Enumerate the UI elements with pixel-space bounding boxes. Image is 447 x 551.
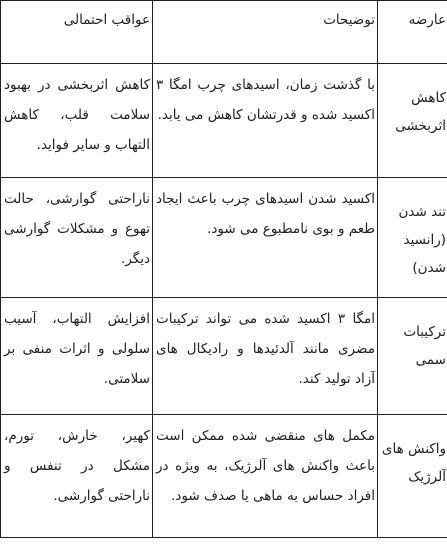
table-row <box>1 178 447 298</box>
consequence-cell: افزایش التهاب، آسیب سلولی و اثرات منفی بر سلامتی. <box>1 298 153 415</box>
consequence-cell: کاهش اثربخشی در بهبود سلامت قلب، کاهش التهاب و سایر فواید. <box>1 64 153 178</box>
table-header-row <box>1 1 447 64</box>
description-cell: امگا ۳ اکسید شده می تواند ترکیبات مضری مانند آلدئیدها و رادیکال های آزاد تولید کند. <box>153 298 378 415</box>
issue-cell: ترکیبات سمی <box>378 298 447 415</box>
consequence-cell: ناراحتی گوارشی، حالت تهوع و مشکلات گوارشی دیگر. <box>1 178 153 298</box>
consequence-cell: کهیر، خارش، تورم، مشکل در تنفس و ناراحتی گوارشی. <box>1 415 153 538</box>
description-cell: مکمل های منقضی شده ممکن است باعث واکنش های آلرژیک، به ویژه در افراد حساس به ماهی یا صدف شود. <box>153 415 378 538</box>
issue-cell: واکنش های آلرژیک <box>378 415 447 538</box>
header-consequence: عواقب احتمالی <box>1 1 153 64</box>
description-cell: اکسید شدن اسیدهای چرب باعث ایجاد طعم و بوی نامطبوع می شود. <box>153 178 378 298</box>
issue-cell: تند شدن (رانسید شدن) <box>378 178 447 298</box>
issue-cell: کاهش اثربخشی <box>378 64 447 178</box>
header-issue: عارضه <box>378 1 447 64</box>
header-description: توضیحات <box>153 1 378 64</box>
description-cell: با گذشت زمان، اسیدهای چرب امگا ۳ اکسید شده و قدرتشان کاهش می یابد. <box>153 64 378 178</box>
table-row <box>1 298 447 415</box>
table-row <box>1 64 447 178</box>
table-row <box>1 415 447 538</box>
